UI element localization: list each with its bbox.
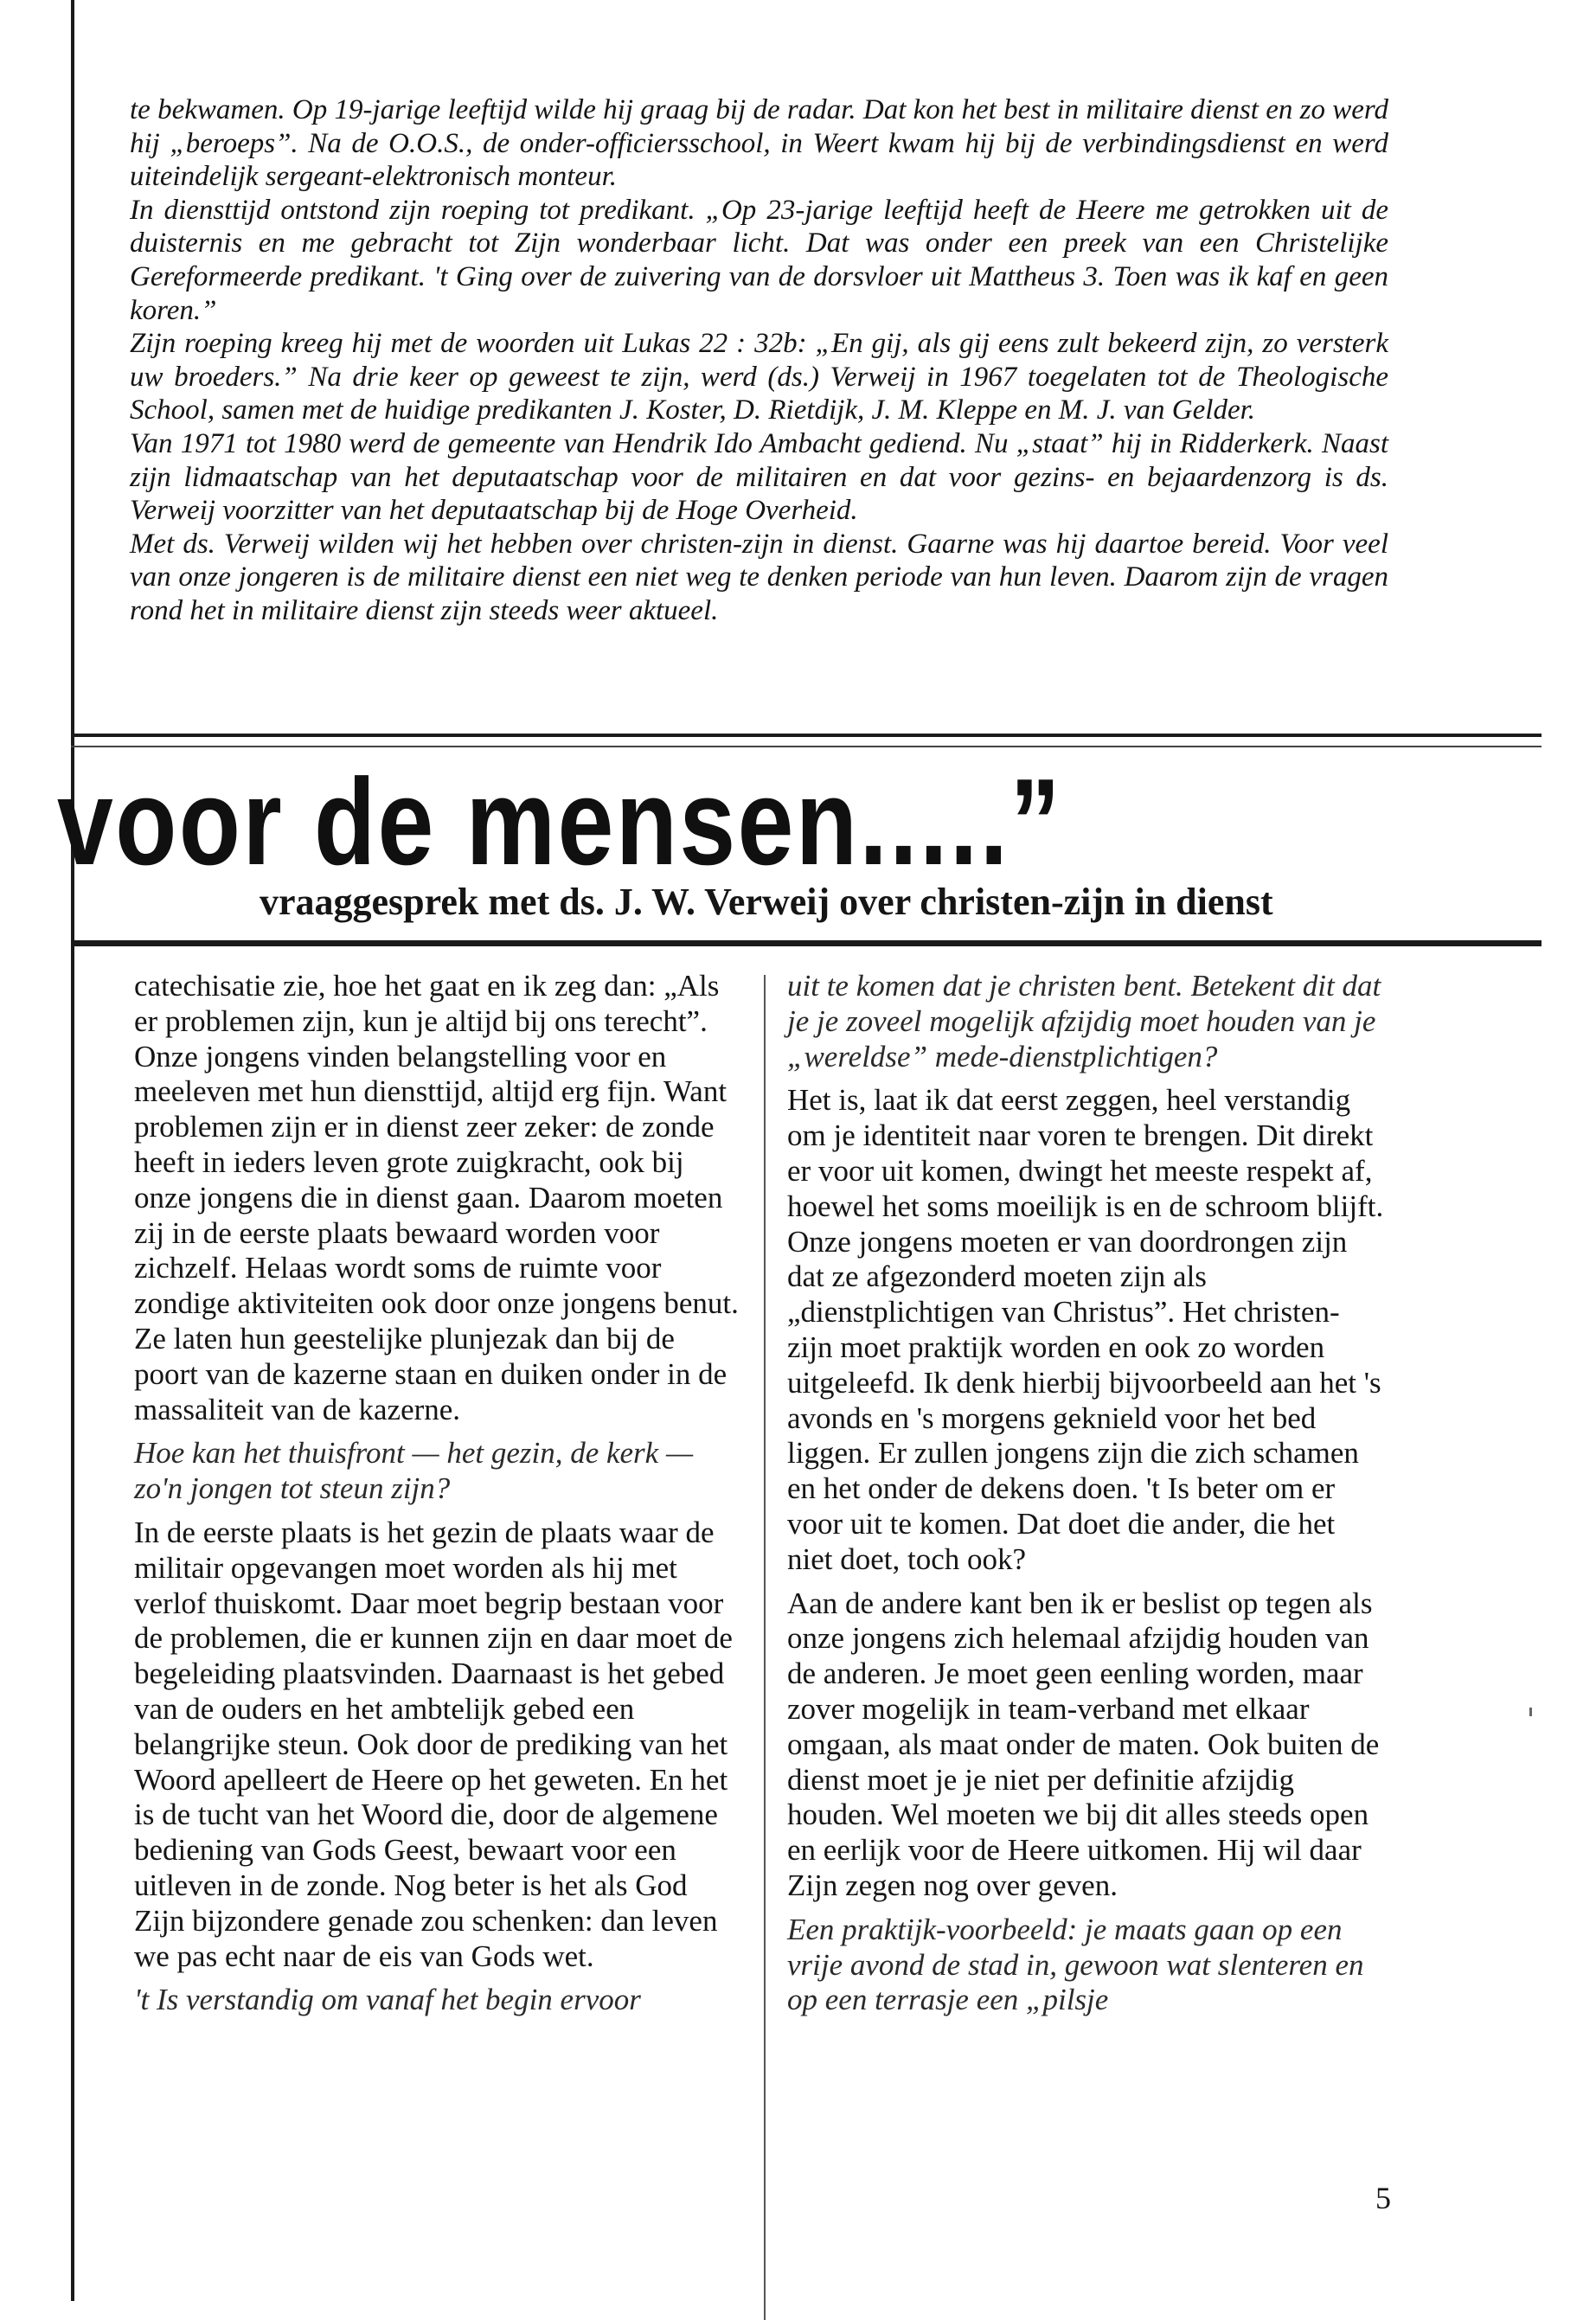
banner-top-rule xyxy=(71,734,1542,737)
intro-paragraph: Met ds. Verweij wilden wij het hebben over christen-zijn in dienst. Gaarne was hij daartoe bereid. Voor veel van onze jongeren is de militaire dienst een niet weg te denken periode van hun leven. Daarom zijn de vragen rond het in militaire dienst zijn steeds weer aktueel. xyxy=(130,528,1388,626)
body-paragraph: In de eerste plaats is het gezin de plaats waar de militair opgevangen moet worden als hij met verlof thuiskomt. Daar moet begrip bestaan voor de problemen, die er kunnen zijn en daar moet de begeleiding plaatsvinden. Daarnaast is het gebed van de ouders en het ambtelijk gebed een belangrijke steun. Ook door de prediking van het Woord apelleert de Heere op het geweten. En het is de tucht van het Woord die, door de algemene bediening van Gods Geest, bewaart voor een uitleven in de zonde. Nog beter is het als God Zijn bijzondere genade zou schenken: dan leven we pas echt naar de eis van Gods wet. xyxy=(134,1515,733,1973)
headline: voor de mensen.....” xyxy=(57,753,1063,891)
body-paragraph: catechisatie zie, hoe het gaat en ik zeg dan: „Als er problemen zijn, kun je altijd bij ons terecht”. Onze jongens vinden belangstelling voor en meeleven met hun diensttijd, altijd erg fijn. Want problemen zijn er in dienst zeer zeker: de zonde heeft in ieders leven grote zuigkracht, ook bij onze jongens die in dienst gaan. Daarom moeten zij in de eerste plaats bewaard worden voor zichzelf. Helaas wordt soms de ruimte voor zondige aktiviteiten ook door onze jongens benut. Ze laten hun geestelijke plunjezak dan bij de poort van de kazerne staan en duiken onder in de massaliteit van de kazerne. xyxy=(134,969,739,1426)
intro-paragraph: In diensttijd ontstond zijn roeping tot predikant. „Op 23-jarige leeftijd heeft de Heere me getrokken uit de duisternis en me gebracht tot Zijn wonderbaar licht. Dat was onder een preek van een Christelijke Gereformeerde predikant. 't Ging over de zuivering van de dorsvloer uit Mattheus 3. Toen was ik kaf en geen koren.” xyxy=(130,194,1388,326)
article-column-right xyxy=(787,969,1384,2027)
intro-text xyxy=(130,93,1388,628)
body-paragraph: Het is, laat ik dat eerst zeggen, heel verstandig om je identiteit naar voren te brengen. Dit direkt er voor uit komen, dwingt het meeste respekt af, hoewel het soms moeilijk is en de schroom blijft. Onze jongens moeten er van doordrongen zijn dat ze afgezonderd moeten zijn als „dienstplichtigen van Christus”. Het christen-zijn moet praktijk worden en ook zo worden uitgeleefd. Ik denk hierbij bijvoorbeeld aan het 's avonds en 's morgens geknield voor het bed liggen. Er zullen jongens zijn die zich schamen en het onder de dekens doen. 't Is beter om er voor uit te komen. Dat doet die ander, die het niet doet, toch ook? xyxy=(787,1083,1384,1576)
intro-paragraph: Van 1971 tot 1980 werd de gemeente van Hendrik Ido Ambacht gediend. Nu „staat” hij in Ridderkerk. Naast zijn lidmaatschap van het deputaatschap voor de militairen en dat voor gezins- en bejaardenzorg is ds. Verweij voorzitter van het deputaatschap bij de Hoge Overheid. xyxy=(130,427,1388,527)
left-margin-rule xyxy=(71,0,74,2301)
interview-question: Hoe kan het thuisfront — het gezin, de kerk — zo'n jongen tot steun zijn? xyxy=(134,1436,694,1506)
interview-question: Een praktijk-voorbeeld: je maats gaan op een vrije avond de stad in, gewoon wat slenteren en op een terrasje een „pilsje xyxy=(787,1912,1364,2017)
page-number: 5 xyxy=(1375,2181,1391,2215)
banner-bottom-rule xyxy=(71,940,1542,946)
interview-question: uit te komen dat je christen bent. Betekent dit dat je je zoveel mogelijk afzijdig moet houden van je „wereldse” mede-dienstplichtigen? xyxy=(787,969,1381,1073)
intro-paragraph: Zijn roeping kreeg hij met de woorden uit Lukas 22 : 32b: „En gij, als gij eens zult bekeerd zijn, zo versterk uw broeders.” Na drie keer op geweest te zijn, werd (ds.) Verweij in 1967 toegelaten tot de Theologische School, samen met de huidige predikanten J. Koster, D. Rietdijk, J. M. Kleppe en M. J. van Gelder. xyxy=(130,328,1388,426)
print-speck xyxy=(1529,1708,1532,1716)
interview-question: 't Is verstandig om vanaf het begin ervoor xyxy=(134,1983,641,2017)
intro-paragraph: te bekwamen. Op 19-jarige leeftijd wilde hij graag bij de radar. Dat kon het best in militaire dienst en zo werd hij „beroeps”. Na de O.O.S., de onder-officiersschool, in Weert kwam hij bij de verbindingsdienst en werd uiteindelijk sergeant-elektronisch monteur. xyxy=(130,94,1388,193)
article-column-left xyxy=(134,969,744,2027)
column-divider xyxy=(764,975,766,2320)
body-paragraph: Aan de andere kant ben ik er beslist op tegen als onze jongens zich helemaal afzijdig houden van de anderen. Je moet geen eenling worden, maar zover mogelijk in team-verband met elkaar omgaan, als maat onder de maten. Ook buiten de dienst moet je je niet per definitie afzijdig houden. Wel moeten we bij dit alles steeds open en eerlijk voor de Heere uitkomen. Hij wil daar Zijn zegen nog over geven. xyxy=(787,1586,1380,1902)
subheadline: vraaggesprek met ds. J. W. Verweij over christen-zijn in dienst xyxy=(260,881,1273,923)
banner-top-thin-rule xyxy=(71,746,1542,747)
